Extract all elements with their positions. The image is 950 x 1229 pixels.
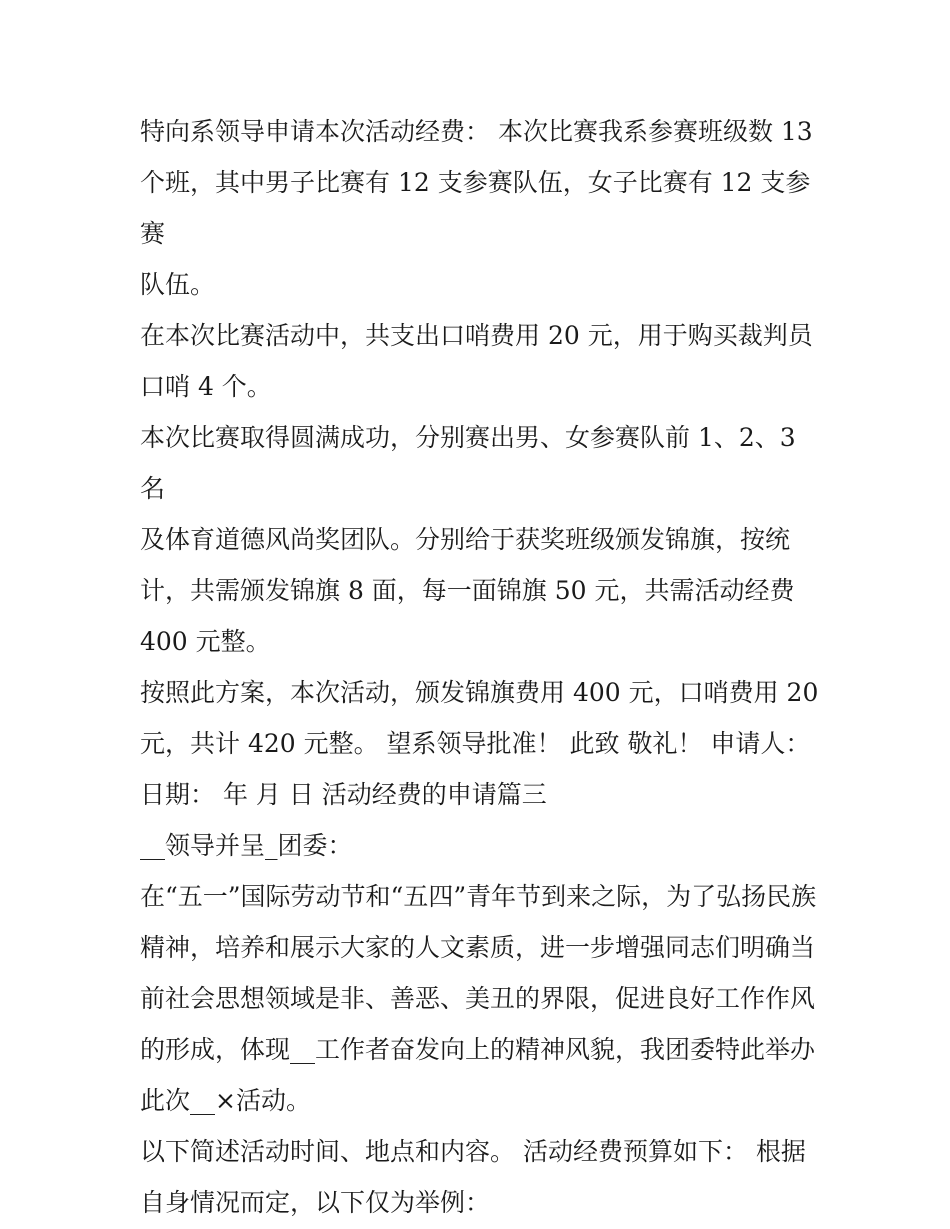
text-line: 的形成，体现__工作者奋发向上的精神风貌，我团委特此举办 [140,1035,816,1064]
text-line: 特向系领导申请本次活动经费： 本次比赛我系参赛班级数 13 [140,117,813,146]
text-line: 计，共需颁发锦旗 8 面，每一面锦旗 50 元，共需活动经费 [140,576,795,605]
text-line: 精神，培养和展示大家的人文素质，进一步增强同志们明确当 [140,933,816,962]
text-line: 队伍。 [140,270,216,299]
text-line: 在“五一”国际劳动节和“五四”青年节到来之际，为了弘扬民族 [140,882,817,911]
text-line: 元，共计 420 元整。 望系领导批准！ 此致 敬礼！ 申请人： [140,729,811,758]
text-line: 按照此方案，本次活动，颁发锦旗费用 400 元，口哨费用 20 [140,678,819,707]
text-line: 个班，其中男子比赛有 12 支参赛队伍，女子比赛有 12 支参赛 [140,168,811,248]
document-body [140,106,820,1228]
text-line: 以下简述活动时间、地点和内容。 活动经费预算如下： 根据 [140,1137,806,1166]
text-line: 口哨 4 个。 [140,372,272,401]
text-line: __领导并呈_团委： [140,831,353,860]
text-line: 400 元整。 [140,627,271,656]
text-line: 自身情况而定，以下仅为举例： [140,1188,491,1217]
text-line: 前社会思想领域是非、善恶、美丑的界限，促进良好工作作风 [140,984,816,1013]
text-line: 此次__×活动。 [140,1086,311,1115]
text-line: 及体育道德风尚奖团队。分别给于获奖班级颁发锦旗，按统 [140,525,791,554]
text-line: 本次比赛取得圆满成功，分别赛出男、女参赛队前 1、2、3 名 [140,423,796,503]
text-line: 在本次比赛活动中，共支出口哨费用 20 元，用于购买裁判员 [140,321,813,350]
text-line: 日期： 年 月 日 活动经费的申请篇三 [140,780,547,809]
